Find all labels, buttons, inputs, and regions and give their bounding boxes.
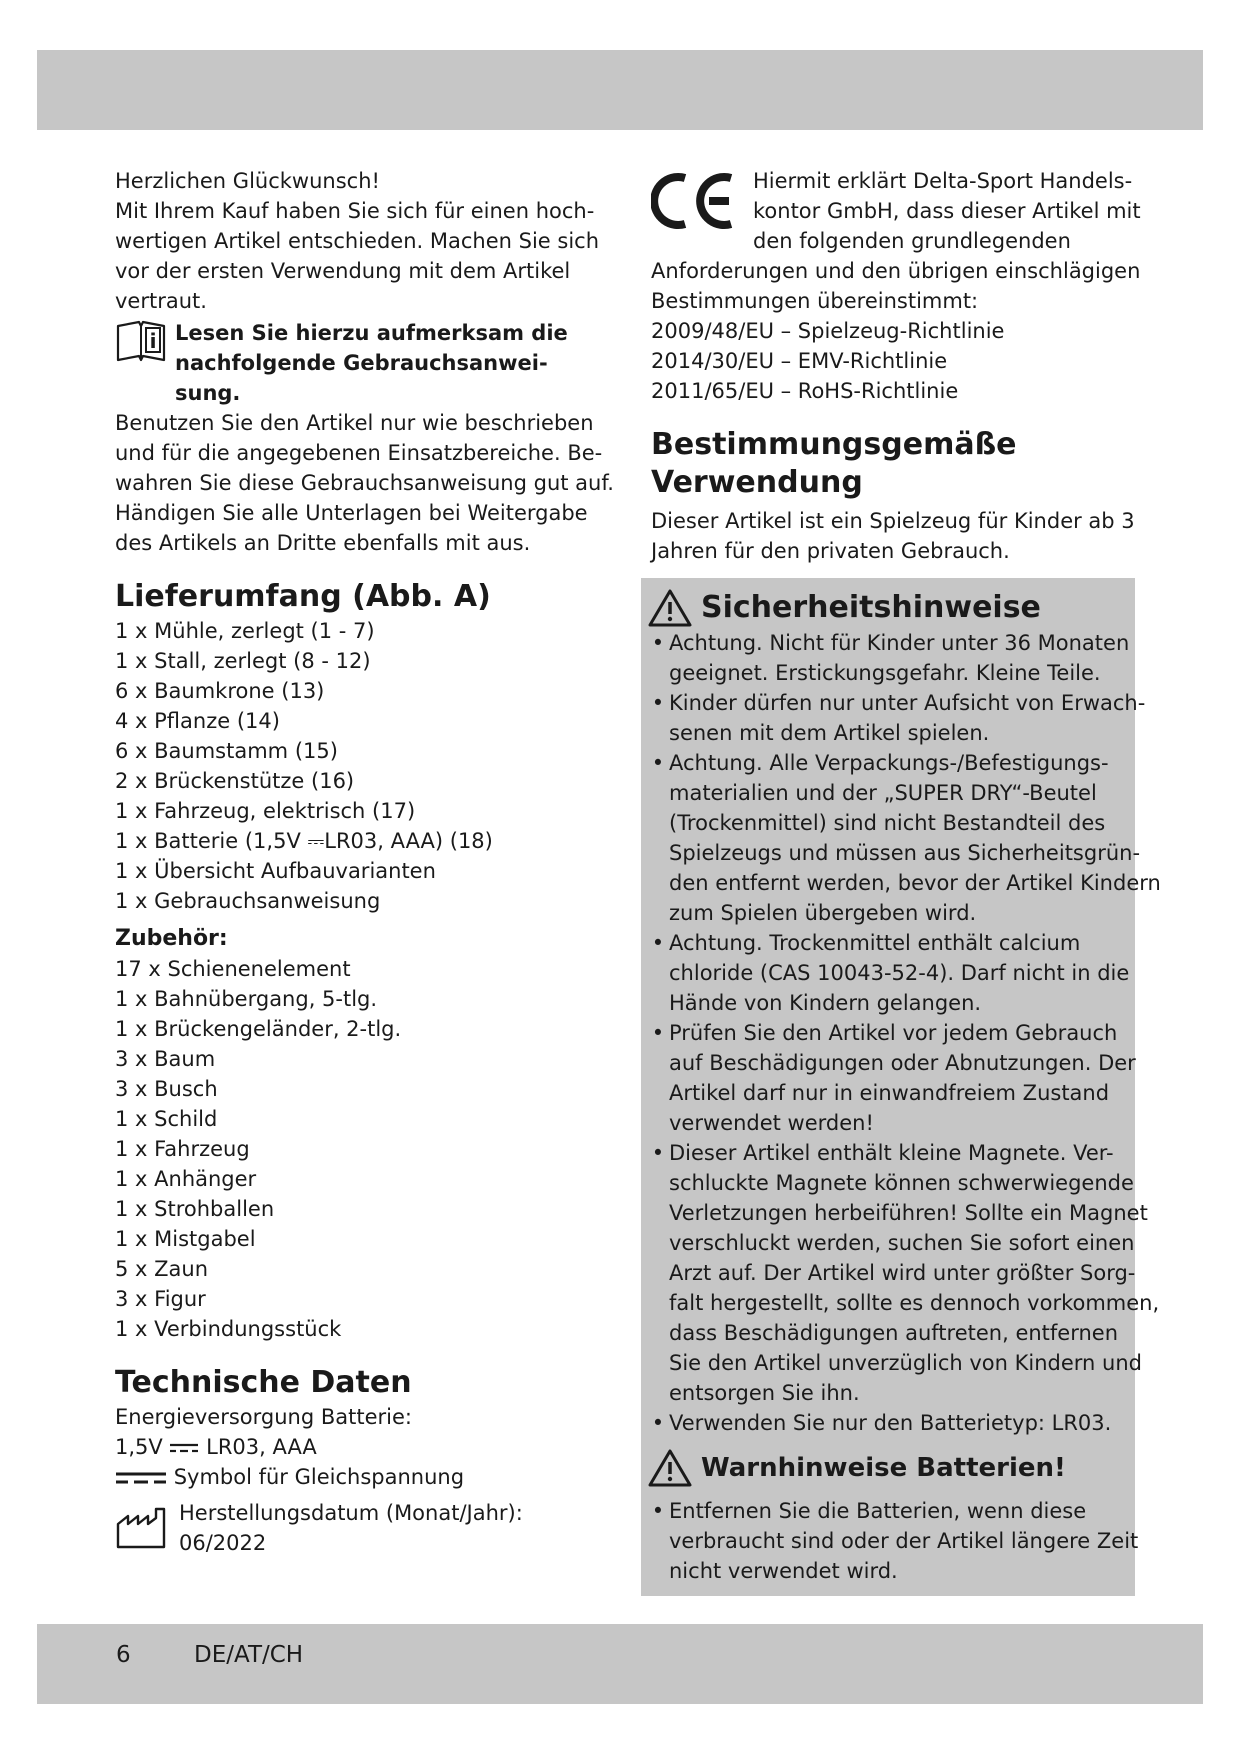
ce-mark-icon [651, 170, 737, 232]
bestimmung-line: Dieser Artikel ist ein Spielzeug für Kinder ab 3 [651, 509, 1135, 533]
manual-note-line: sung. [175, 381, 241, 405]
dc-symbol-label: Symbol für Gleichspannung [173, 1465, 465, 1489]
header-bar [37, 50, 1203, 130]
conformity-line: 2011/65/EU – RoHS-Richtlinie [651, 379, 959, 403]
list-item: 1 x Strohballen [115, 1197, 275, 1221]
bullet-line: senen mit dem Artikel spielen. [669, 721, 990, 745]
bullet-line: materialien und der „SUPER DRY“-Beutel [669, 781, 1097, 805]
voltage-prefix: 1,5V [115, 1435, 163, 1459]
list-item: 3 x Busch [115, 1077, 218, 1101]
battery-warning-list [647, 1496, 1139, 1586]
list-item: 1 x Mühle, zerlegt (1 - 7) [115, 619, 375, 643]
list-item: • Dieser Artikel enthält kleine Magnete. Ver- schluckte Magnete können schwerwiegende Verletzungen herbeiführen! Sollte ein Magnet verschluckt werden, suchen Sie sofort einen Arzt auf. Der Artikel wird unter größter Sorg- falt hergestellt, sollte es dennoch vorkommen, dass Beschädigungen auftreten, entfernen Sie den Artikel unverzüglich von Kindern und entsorgen Sie ihn. [647, 1138, 1131, 1408]
safety-title: Sicherheitshinweise [701, 590, 1041, 625]
ce-line: den folgenden grundlegenden [753, 229, 1071, 253]
intro-line: vor der ersten Verwendung mit dem Artikel [115, 259, 571, 283]
voltage-line [115, 1432, 595, 1462]
bullet-line: verbraucht sind oder der Artikel längere Zeit [669, 1529, 1139, 1553]
svg-text:i: i [149, 329, 157, 353]
bullet-line: Arzt auf. Der Artikel wird unter größter Sorg- [669, 1261, 1136, 1285]
dc-symbol-large-icon [115, 1469, 167, 1487]
list-item: 1 x Gebrauchsanweisung [115, 889, 381, 913]
safety-heading [647, 588, 1131, 628]
dc-symbol-icon [169, 1441, 199, 1455]
ce-line: kontor GmbH, dass dieser Artikel mit [753, 199, 1141, 223]
list-item: 1 x Stall, zerlegt (8 - 12) [115, 649, 371, 673]
intro-line: wertigen Artikel entschieden. Machen Sie sich [115, 229, 600, 253]
read-manual-icon [115, 320, 167, 364]
manual-note-line: Lesen Sie hierzu aufmerksam die [175, 321, 568, 345]
intro-line: vertraut. [115, 289, 207, 313]
bullet-line: Artikel darf nur in einwandfreiem Zustand [669, 1081, 1110, 1105]
bestimmung-title-line: Bestimmungsgemäße [651, 427, 1017, 462]
safety-box [641, 578, 1161, 1596]
bullet-line: Achtung. Alle Verpackungs-/Befestigungs- [669, 751, 1109, 775]
list-item: 1 x Verbindungsstück [115, 1317, 342, 1341]
section-title-technische-daten: Technische Daten [115, 1365, 412, 1400]
usage-text [115, 408, 614, 558]
list-item: 1 x Brückengeländer, 2-tlg. [115, 1017, 402, 1041]
bullet-line: Spielzeugs und müssen aus Sicherheitsgrün- [669, 841, 1141, 865]
bullet-line: den entfernt werden, bevor der Artikel Kindern [669, 871, 1161, 895]
intro-line: Herzlichen Glückwunsch! [115, 169, 380, 193]
bestimmung-line: Jahren für den privaten Gebrauch. [651, 539, 1010, 563]
list-item: 1 x Schild [115, 1107, 218, 1131]
battery-warning-title: Warnhinweise Batterien! [701, 1453, 1066, 1483]
safety-list [647, 628, 1161, 1438]
bullet-line: Kinder dürfen nur unter Aufsicht von Erwach- [669, 691, 1146, 715]
list-item: • Verwenden Sie nur den Batterietyp: LR03. [647, 1408, 1131, 1438]
bullet-line: chloride (CAS 10043-52-4). Darf nicht in die [669, 961, 1130, 985]
list-item: • Entfernen Sie die Batterien, wenn diese verbraucht sind oder der Artikel längere Zeit nicht verwendet wird. [647, 1496, 1131, 1586]
read-manual-note [115, 318, 595, 408]
list-item: 1 x Fahrzeug, elektrisch (17) [115, 799, 416, 823]
warning-triangle-icon [647, 1448, 693, 1488]
conformity-line: Bestimmungen übereinstimmt: [651, 289, 979, 313]
usage-line: des Artikels an Dritte ebenfalls mit aus. [115, 531, 531, 555]
bullet-line: Hände von Kindern gelangen. [669, 991, 982, 1015]
ce-line: Hiermit erklärt Delta-Sport Handels- [753, 169, 1133, 193]
list-item: 1 x Mistgabel [115, 1227, 256, 1251]
zubehoer-list [115, 954, 595, 1344]
usage-line: Benutzen Sie den Artikel nur wie beschrieben [115, 411, 594, 435]
bestimmung-title-line: Verwendung [651, 465, 863, 500]
list-item: 6 x Baumstamm (15) [115, 739, 338, 763]
list-item: 1 x Bahnübergang, 5-tlg. [115, 987, 378, 1011]
bullet-line: Entfernen Sie die Batterien, wenn diese [669, 1499, 1087, 1523]
list-item: 6 x Baumkrone (13) [115, 679, 325, 703]
bullet-line: Verwenden Sie nur den Batterietyp: LR03. [669, 1411, 1112, 1435]
manufacture-label: Herstellungsdatum (Monat/Jahr): [179, 1501, 523, 1525]
list-item: • Achtung. Alle Verpackungs-/Befestigungs- materialien und der „SUPER DRY“-Beutel (Trockenmittel) sind nicht Bestandteil des Spielzeugs und müssen aus Sicherheitsgrün- den entfernt werden, bevor der Artikel Kindern zum Spielen übergeben wird. [647, 748, 1131, 928]
section-title-bestimmung [651, 426, 1133, 502]
bullet-line: verschluckt werden, suchen Sie sofort einen [669, 1231, 1135, 1255]
region-label: DE/AT/CH [194, 1642, 304, 1668]
conformity-line: 2014/30/EU – EMV-Richtlinie [651, 349, 948, 373]
bullet-line: zum Spielen übergeben wird. [669, 901, 977, 925]
bullet-line: Prüfen Sie den Artikel vor jedem Gebrauch [669, 1021, 1118, 1045]
bullet-line: schluckte Magnete können schwerwiegende [669, 1171, 1134, 1195]
left-column [115, 166, 614, 1558]
bestimmung-text [651, 506, 1133, 566]
manual-note-line: nachfolgende Gebrauchsanwei- [175, 351, 548, 375]
list-item: 2 x Brückenstütze (16) [115, 769, 355, 793]
section-title-zubehoer: Zubehör: [115, 926, 228, 951]
list-item: 3 x Figur [115, 1287, 206, 1311]
list-item: 5 x Zaun [115, 1257, 209, 1281]
usage-line: Händigen Sie alle Unterlagen bei Weitergabe [115, 501, 588, 525]
list-item: • Kinder dürfen nur unter Aufsicht von Erwach- senen mit dem Artikel spielen. [647, 688, 1131, 748]
list-item: 4 x Pflanze (14) [115, 709, 280, 733]
list-item: • Prüfen Sie den Artikel vor jedem Gebrauch auf Beschädigungen oder Abnutzungen. Der Artikel darf nur in einwandfreiem Zustand verwendet werden! [647, 1018, 1131, 1138]
usage-line: und für die angegebenen Einsatzbereiche. Be- [115, 441, 603, 465]
factory-icon [115, 1506, 167, 1550]
list-item: 1 x Übersicht Aufbauvarianten [115, 859, 436, 883]
bullet-line: verwendet werden! [669, 1111, 874, 1135]
bullet-line: Achtung. Nicht für Kinder unter 36 Monaten [669, 631, 1130, 655]
list-item: 3 x Baum [115, 1047, 216, 1071]
voltage-suffix: LR03, AAA [206, 1435, 317, 1459]
bullet-line: Dieser Artikel enthält kleine Magnete. Ver- [669, 1141, 1114, 1165]
page-number: 6 [116, 1642, 131, 1668]
technical-data [115, 1402, 595, 1558]
conformity-line: Anforderungen und den übrigen einschlägigen [651, 259, 1141, 283]
manufacture-date: 06/2022 [179, 1531, 267, 1555]
warning-triangle-icon [647, 588, 693, 628]
intro-line: Mit Ihrem Kauf haben Sie sich für einen hoch- [115, 199, 595, 223]
bullet-line: Sie den Artikel unverzüglich von Kindern und [669, 1351, 1142, 1375]
list-item: • Achtung. Nicht für Kinder unter 36 Monaten geeignet. Erstickungsgefahr. Kleine Teile. [647, 628, 1131, 688]
right-column [651, 166, 1161, 1596]
intro-text [115, 166, 600, 316]
bullet-line: geeignet. Erstickungsgefahr. Kleine Teile. [669, 661, 1101, 685]
usage-line: wahren Sie diese Gebrauchsanweisung gut auf. [115, 471, 614, 495]
list-item: 1 x Anhänger [115, 1167, 257, 1191]
power-label: Energieversorgung Batterie: [115, 1405, 412, 1429]
list-item: • Achtung. Trockenmittel enthält calcium chloride (CAS 10043-52-4). Darf nicht in die Hände von Kindern gelangen. [647, 928, 1131, 1018]
list-item: 17 x Schienenelement [115, 957, 351, 981]
conformity-line: 2009/48/EU – Spielzeug-Richtlinie [651, 319, 1005, 343]
manufacture-date-row [115, 1498, 595, 1558]
bullet-line: Verletzungen herbeiführen! Sollte ein Magnet [669, 1201, 1148, 1225]
bullet-line: nicht verwendet wird. [669, 1559, 898, 1583]
bullet-line: entsorgen Sie ihn. [669, 1381, 860, 1405]
bullet-line: auf Beschädigungen oder Abnutzungen. Der [669, 1051, 1136, 1075]
ce-declaration [651, 166, 1141, 406]
bullet-line: (Trockenmittel) sind nicht Bestandteil des [669, 811, 1106, 835]
bullet-line: dass Beschädigungen auftreten, entfernen [669, 1321, 1119, 1345]
lieferumfang-list [115, 616, 595, 916]
battery-warning-heading [647, 1448, 1131, 1488]
list-item: 1 x Batterie (1,5V ⎓LR03, AAA) (18) [115, 829, 493, 853]
bullet-line: falt hergestellt, sollte es dennoch vorkommen, [669, 1291, 1160, 1315]
list-item: 1 x Fahrzeug [115, 1137, 250, 1161]
section-title-lieferumfang: Lieferumfang (Abb. A) [115, 579, 491, 614]
bullet-line: Achtung. Trockenmittel enthält calcium [669, 931, 1081, 955]
dc-symbol-line [115, 1462, 595, 1492]
